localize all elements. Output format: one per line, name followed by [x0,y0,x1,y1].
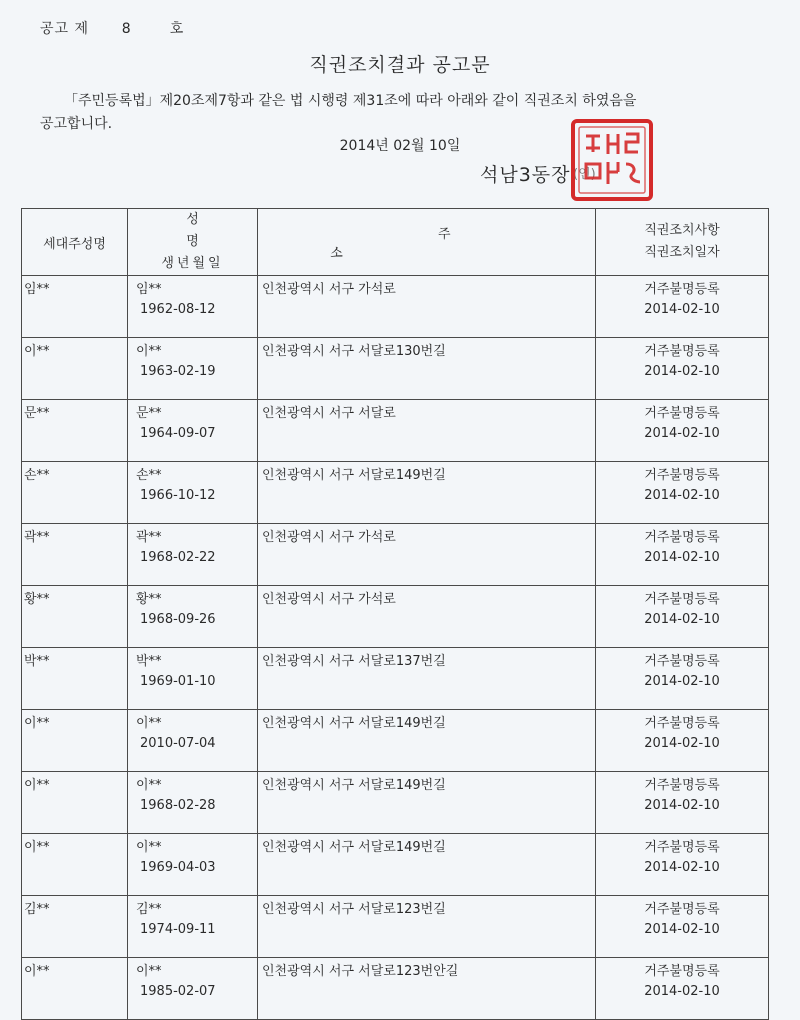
person-name: 박** [136,654,162,669]
name-dob-cell [128,524,258,586]
name-dob-cell [128,338,258,400]
address-cell: 인천광역시 서구 가석로 [258,524,596,586]
action-cell [596,648,769,710]
person-name: 문** [136,406,162,421]
action-type: 거주불명등록 [644,406,720,421]
address-header-label: 주소 [330,227,631,261]
name-dob-cell [128,710,258,772]
action-cell [596,524,769,586]
table-row [22,772,769,834]
address-cell: 인천광역시 서구 서달로 [258,400,596,462]
name-dob-cell [128,276,258,338]
official-seal-stamp [570,118,654,202]
action-date: 2014-02-10 [644,798,720,813]
col-action-header [596,209,769,276]
table-row [22,586,769,648]
name-dob-cell [128,648,258,710]
action-type: 거주불명등록 [644,282,720,297]
householder-cell: 손** [22,462,128,524]
action-date-header-label: 직권조치일자 [644,245,720,260]
name-dob-cell [128,772,258,834]
action-cell [596,896,769,958]
name-dob-cell [128,586,258,648]
col-name-header [128,209,258,276]
table-header-row [22,209,769,276]
action-date: 2014-02-10 [644,674,720,689]
person-name: 이** [136,778,162,793]
notice-date: 2014년 02월 10일 [339,138,461,154]
address-cell: 인천광역시 서구 서달로149번길 [258,462,596,524]
action-type: 거주불명등록 [644,654,720,669]
householder-cell: 곽** [22,524,128,586]
action-date: 2014-02-10 [644,612,720,627]
dob-header-label: 생년월일 [161,256,224,271]
householder-cell: 박** [22,648,128,710]
person-dob: 1974-09-11 [140,922,216,937]
address-cell: 인천광역시 서구 서달로137번길 [258,648,596,710]
name-dob-cell [128,896,258,958]
notice-number: 공고 제 8 호 [40,21,185,37]
action-cell [596,834,769,896]
action-cell [596,710,769,772]
address-cell: 인천광역시 서구 가석로 [258,586,596,648]
householder-cell: 이** [22,958,128,1020]
person-name: 임** [136,282,162,297]
action-header-label: 직권조치사항 [644,223,720,238]
table-row [22,338,769,400]
name-dob-cell [128,834,258,896]
document-title: 직권조치결과 공고문 [309,54,491,76]
action-date: 2014-02-10 [644,302,720,317]
name-dob-cell [128,958,258,1020]
action-type: 거주불명등록 [644,344,720,359]
action-date: 2014-02-10 [644,550,720,565]
action-date: 2014-02-10 [644,426,720,441]
action-date: 2014-02-10 [644,736,720,751]
table-row [22,958,769,1020]
address-cell: 인천광역시 서구 서달로149번길 [258,772,596,834]
action-cell [596,400,769,462]
seal-mark: (인) [573,167,596,182]
person-dob: 1964-09-07 [140,426,216,441]
householder-cell: 이** [22,338,128,400]
person-dob: 1969-01-10 [140,674,216,689]
person-name: 곽** [136,530,162,545]
address-cell: 인천광역시 서구 서달로123번안길 [258,958,596,1020]
col-householder-header: 세대주성명 [22,209,128,276]
col-address-header [258,209,631,276]
action-cell [596,772,769,834]
action-type: 거주불명등록 [644,964,720,979]
person-name: 황** [136,592,162,607]
body-line-1: 「주민등록법」제20조제7항과 같은 법 시행령 제31조에 따라 아래와 같이 직권조치 하였음을 [64,93,637,109]
records-table [21,208,769,1020]
person-name: 이** [136,344,162,359]
address-cell: 인천광역시 서구 가석로 [258,276,596,338]
person-name: 손** [136,468,162,483]
action-type: 거주불명등록 [644,592,720,607]
action-date: 2014-02-10 [644,984,720,999]
address-cell: 인천광역시 서구 서달로149번길 [258,834,596,896]
action-date: 2014-02-10 [644,364,720,379]
householder-cell: 황** [22,586,128,648]
person-name: 이** [136,840,162,855]
table-row [22,834,769,896]
person-dob: 1969-04-03 [140,860,216,875]
table-row [22,896,769,958]
action-type: 거주불명등록 [644,778,720,793]
action-type: 거주불명등록 [644,468,720,483]
address-cell: 인천광역시 서구 서달로123번길 [258,896,596,958]
table-row [22,400,769,462]
action-type: 거주불명등록 [644,840,720,855]
issuer-name: 석남3동장 [480,164,571,186]
householder-cell: 이** [22,710,128,772]
person-name: 김** [136,902,162,917]
action-cell [596,338,769,400]
person-name: 이** [136,716,162,731]
action-type: 거주불명등록 [644,530,720,545]
action-cell [596,586,769,648]
householder-cell: 김** [22,896,128,958]
action-type: 거주불명등록 [644,716,720,731]
table-row [22,462,769,524]
householder-cell: 이** [22,834,128,896]
table-row [22,524,769,586]
householder-cell: 문** [22,400,128,462]
table-row [22,648,769,710]
person-dob: 1963-02-19 [140,364,216,379]
body-line-2: 공고합니다. [40,116,113,132]
person-dob: 1968-02-22 [140,550,216,565]
name-dob-cell [128,462,258,524]
action-date: 2014-02-10 [644,860,720,875]
action-date: 2014-02-10 [644,922,720,937]
person-dob: 1968-02-28 [140,798,216,813]
name-dob-cell [128,400,258,462]
person-dob: 1985-02-07 [140,984,216,999]
table-row [22,710,769,772]
person-dob: 1966-10-12 [140,488,216,503]
person-name: 이** [136,964,162,979]
name-header-label: 성명 [186,212,235,249]
address-cell: 인천광역시 서구 서달로130번길 [258,338,596,400]
action-cell [596,958,769,1020]
action-date: 2014-02-10 [644,488,720,503]
address-cell: 인천광역시 서구 서달로149번길 [258,710,596,772]
person-dob: 1962-08-12 [140,302,216,317]
householder-cell: 임** [22,276,128,338]
householder-cell: 이** [22,772,128,834]
action-type: 거주불명등록 [644,902,720,917]
person-dob: 1968-09-26 [140,612,216,627]
action-cell [596,276,769,338]
table-row [22,276,769,338]
person-dob: 2010-07-04 [140,736,216,751]
action-cell [596,462,769,524]
